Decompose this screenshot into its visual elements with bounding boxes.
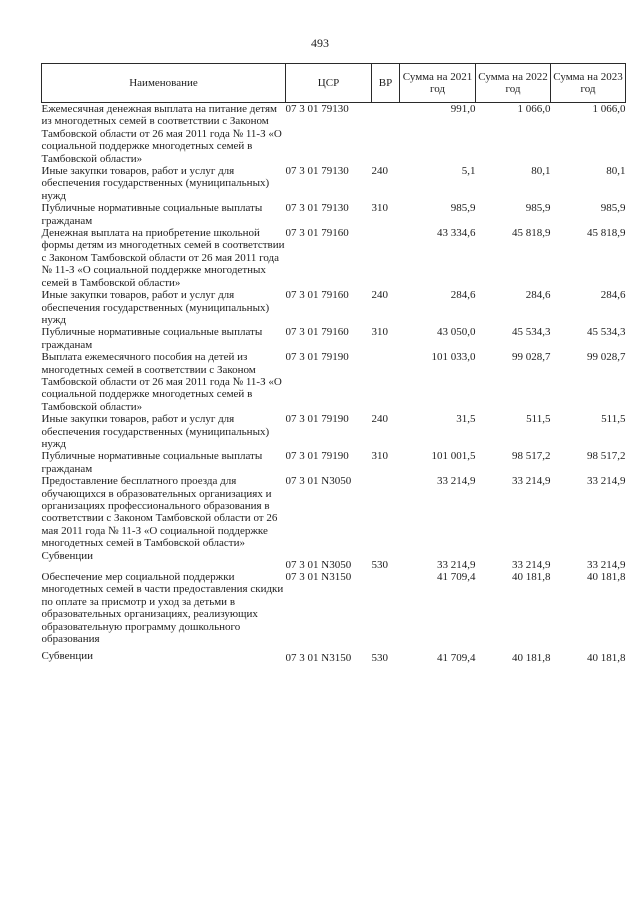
row-sum-2023: 45 534,3 (587, 326, 626, 339)
table-row (42, 202, 626, 227)
row-vr: 240 (371, 165, 388, 178)
row-name: Публичные нормативные социальные выплаты гражданам (41, 326, 263, 351)
row-vr: 530 (371, 558, 388, 571)
row-sum-2023: 40 181,8 (587, 571, 626, 584)
row-sum-2022: 985,9 (525, 202, 551, 215)
row-vr: 240 (371, 289, 388, 302)
row-name: Обеспечение мер социальной поддержки многодетных семей в части предоставления скидки по оплате за присмотр и уход за детьми в образовательных организациях, реализующих образовательную программу дошкольного образования (41, 571, 284, 646)
table-row (42, 289, 626, 326)
row-name: Иные закупки товаров, работ и услуг для обеспечения государственных (муниципальных) нужд (41, 165, 270, 202)
row-sum-2021: 41 709,4 (437, 571, 476, 584)
row-sum-2021: 41 709,4 (437, 652, 476, 665)
row-sum-2022: 33 214,9 (512, 558, 551, 571)
row-sum-2022: 40 181,8 (512, 571, 551, 584)
row-name: Выплата ежемесячного пособия на детей из многодетных семей в соответствии с Законом Тамбовской области от 26 мая 2011 года № 11-З «О социальной поддержке многодетных семей в Тамбовской области» (41, 351, 282, 413)
row-csr: 07 3 01 79160 (285, 326, 349, 339)
row-sum-2023: 40 181,8 (587, 652, 626, 665)
row-vr (372, 351, 400, 413)
table-row (42, 450, 626, 475)
row-sum-2022: 511,5 (526, 413, 551, 426)
row-vr (372, 571, 400, 645)
header-vr: ВР (372, 64, 400, 103)
row-sum-2021: 101 001,5 (431, 450, 476, 463)
row-vr: 310 (371, 450, 388, 463)
row-sum-2022: 98 517,2 (512, 450, 551, 463)
header-sum-2021: Сумма на 2021 год (400, 64, 476, 103)
row-sum-2022: 40 181,8 (512, 652, 551, 665)
row-name: Иные закупки товаров, работ и услуг для обеспечения государственных (муниципальных) нужд (41, 289, 270, 326)
row-sum-2022: 284,6 (525, 289, 551, 302)
row-sum-2021: 33 214,9 (437, 475, 476, 488)
row-sum-2021: 101 033,0 (431, 351, 476, 364)
row-sum-2022: 99 028,7 (512, 351, 551, 364)
row-sum-2021: 991,0 (450, 103, 476, 115)
row-name: Иные закупки товаров, работ и услуг для обеспечения государственных (муниципальных) нужд (41, 413, 270, 450)
row-csr: 07 3 01 79190 (285, 450, 349, 463)
row-vr: 310 (371, 202, 388, 215)
row-vr: 310 (371, 326, 388, 339)
row-sum-2023: 45 818,9 (587, 227, 626, 240)
row-sum-2023: 98 517,2 (587, 450, 626, 463)
row-name: Публичные нормативные социальные выплаты гражданам (41, 450, 263, 475)
header-csr: ЦСР (286, 64, 372, 103)
row-name: Ежемесячная денежная выплата на питание детям из многодетных семей в соответствии с Законом Тамбовской области от 26 мая 2011 года № 11-З «О социальной поддержке многодетных семей в Тамбовской области» (41, 103, 282, 165)
row-sum-2023: 33 214,9 (587, 558, 626, 571)
table-row (42, 645, 626, 664)
row-csr: 07 3 01 79130 (285, 165, 349, 178)
row-sum-2021: 5,1 (461, 165, 476, 178)
row-sum-2022: 1 066,0 (517, 103, 551, 115)
row-sum-2021: 31,5 (456, 413, 476, 426)
row-sum-2023: 99 028,7 (587, 351, 626, 364)
row-sum-2021: 33 214,9 (437, 558, 476, 571)
row-csr: 07 3 01 79130 (285, 103, 349, 115)
budget-table (41, 63, 626, 665)
header-name: Наименование (42, 64, 286, 103)
page-number: 493 (311, 36, 329, 50)
table-row (42, 550, 626, 571)
row-sum-2021: 985,9 (450, 202, 476, 215)
row-name: Субвенции (41, 650, 94, 663)
table-row (42, 326, 626, 351)
row-sum-2023: 284,6 (600, 289, 626, 302)
row-vr (372, 227, 400, 289)
row-csr: 07 3 01 N3150 (285, 571, 352, 584)
row-csr: 07 3 01 N3150 (285, 652, 352, 665)
table-row (42, 475, 626, 549)
row-vr: 530 (371, 652, 388, 665)
row-vr (372, 475, 400, 549)
row-vr: 240 (371, 413, 388, 426)
row-csr: 07 3 01 79160 (285, 289, 349, 302)
row-sum-2021: 284,6 (450, 289, 476, 302)
row-sum-2022: 45 534,3 (512, 326, 551, 339)
row-sum-2022: 80,1 (531, 165, 551, 178)
table-row (42, 351, 626, 413)
table-header (42, 64, 626, 103)
row-csr: 07 3 01 79190 (285, 413, 349, 426)
row-sum-2021: 43 050,0 (437, 326, 476, 339)
table-body (42, 103, 626, 665)
row-sum-2023: 1 066,0 (592, 103, 626, 115)
row-sum-2022: 45 818,9 (512, 227, 551, 240)
row-csr: 07 3 01 79190 (285, 351, 349, 364)
row-csr: 07 3 01 79160 (285, 227, 349, 240)
table-row (42, 413, 626, 450)
header-sum-2023: Сумма на 2023 год (551, 64, 626, 103)
row-csr: 07 3 01 N3050 (285, 475, 352, 488)
row-name: Субвенции (41, 549, 94, 562)
row-csr: 07 3 01 79130 (285, 202, 349, 215)
table-row (42, 227, 626, 289)
table-row (42, 571, 626, 645)
table-row (42, 103, 626, 166)
row-name: Предоставление бесплатного проезда для обучающихся в образовательных организациях и организациях профессионального образования в соответствии с Законом Тамбовской области от 26 мая 2011 года № 11-З «О социальной поддержке многодетных семей в Тамбовской области» (41, 475, 278, 550)
table-row (42, 165, 626, 202)
row-name: Публичные нормативные социальные выплаты гражданам (41, 202, 263, 227)
row-name: Денежная выплата на приобретение школьной формы детям из многодетных семей в соответствии с Законом Тамбовской области от 26 мая 2011 года № 11-З «О социальной поддержке многодетных семей в Тамбовской области» (41, 227, 285, 289)
row-sum-2023: 80,1 (606, 165, 626, 178)
row-sum-2022: 33 214,9 (512, 475, 551, 488)
row-sum-2023: 511,5 (601, 413, 626, 426)
row-sum-2023: 985,9 (600, 202, 626, 215)
row-sum-2021: 43 334,6 (437, 227, 476, 240)
row-sum-2023: 33 214,9 (587, 475, 626, 488)
row-vr (372, 103, 400, 166)
row-csr: 07 3 01 N3050 (285, 558, 352, 571)
header-sum-2022: Сумма на 2022 год (476, 64, 551, 103)
